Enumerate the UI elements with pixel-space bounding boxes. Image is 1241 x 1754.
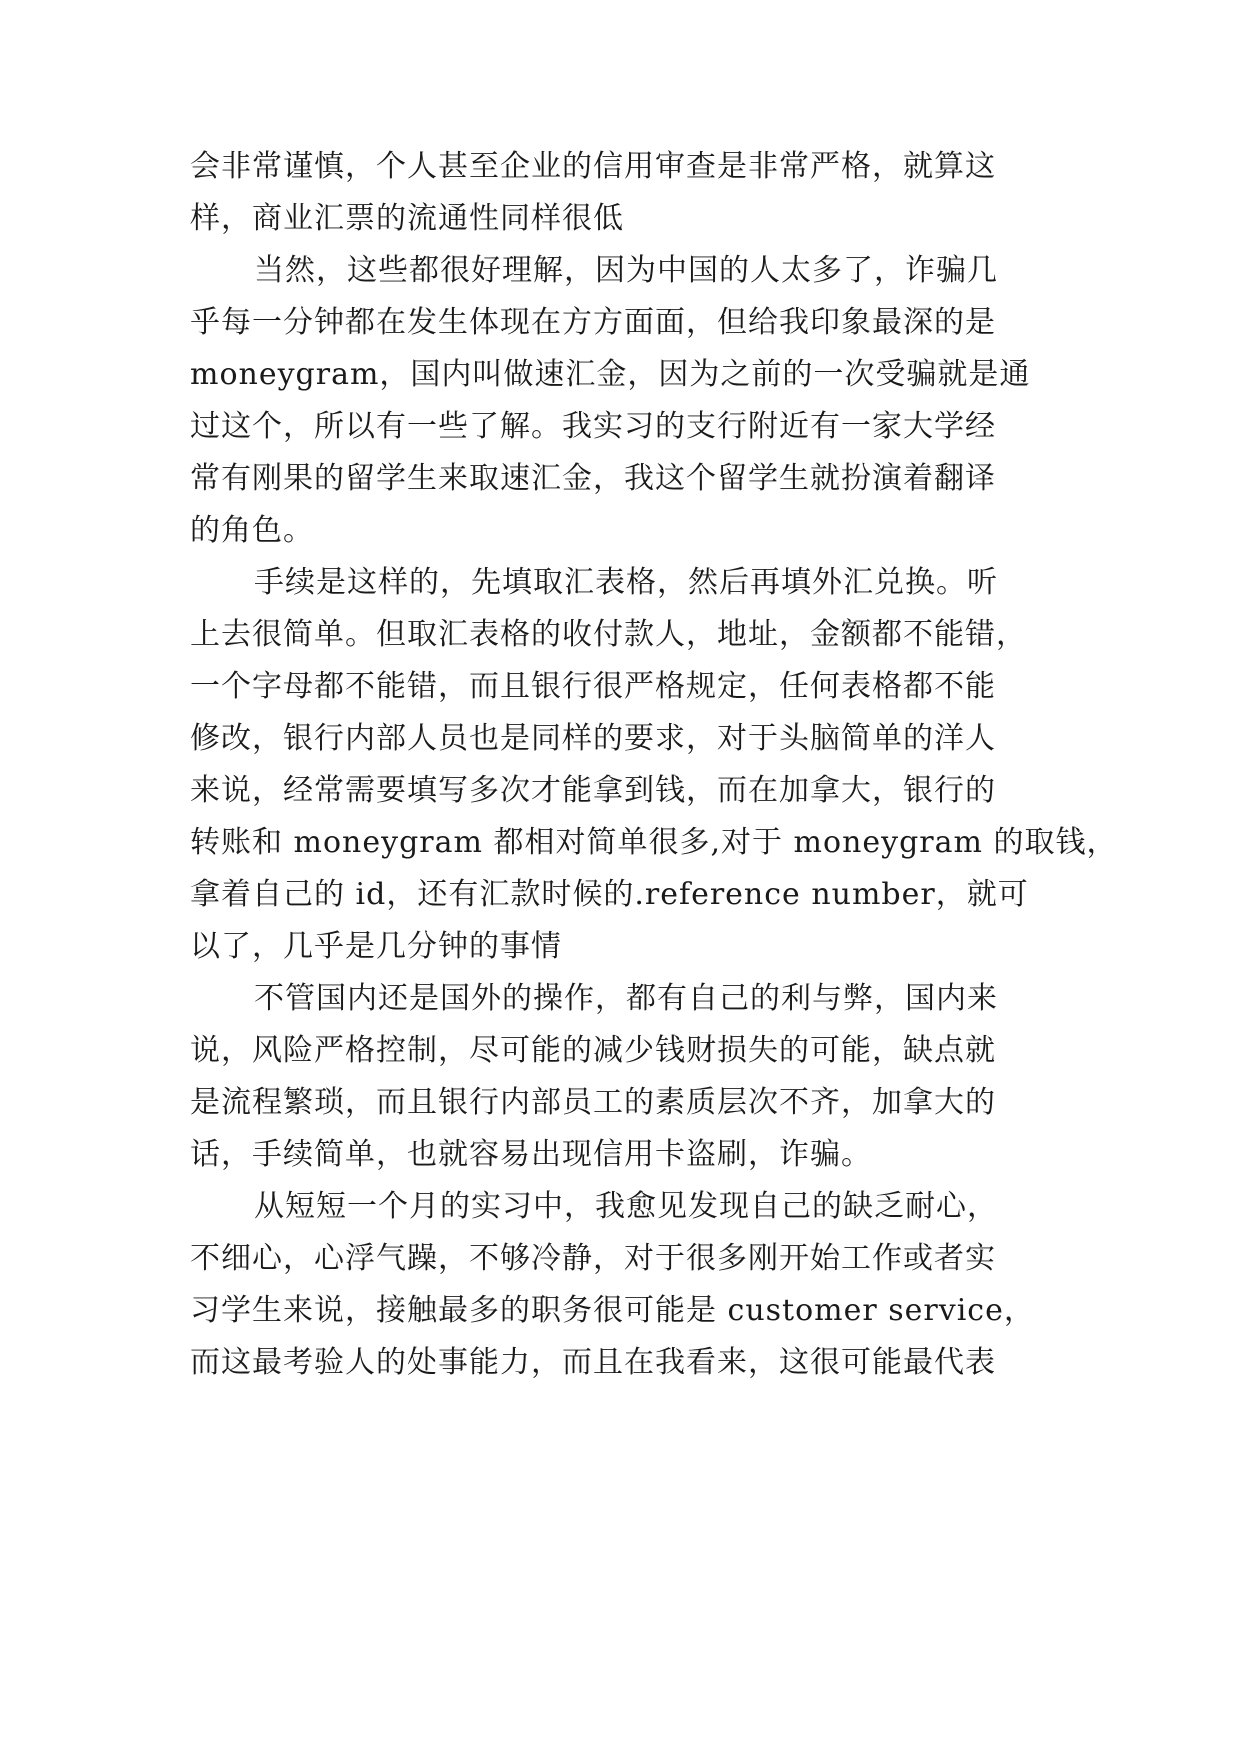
text-line: 习学生来说，接触最多的职务很可能是 customer service， [190,1293,1035,1328]
text-line: 不细心，心浮气躁，不够冷静，对于很多刚开始工作或者实 [190,1241,996,1276]
text-line: 来说，经常需要填写多次才能拿到钱，而在加拿大，银行的 [190,773,996,808]
text-line: 会非常谨慎，个人甚至企业的信用审查是非常严格，就算这 [190,149,996,184]
text-line: 乎每一分钟都在发生体现在方方面面，但给我印象最深的是 [190,305,996,340]
text-line: 一个字母都不能错，而且银行很严格规定，任何表格都不能 [190,669,996,704]
text-line: 过这个，所以有一些了解。我实习的支行附近有一家大学经 [190,409,996,444]
text-line: 的角色。 [190,513,314,548]
text-line: 修改，银行内部人员也是同样的要求，对于头脑简单的洋人 [190,721,996,756]
text-line: 样，商业汇票的流通性同样很低 [190,201,624,236]
text-line: 是流程繁琐，而且银行内部员工的素质层次不齐，加拿大的 [190,1085,996,1120]
text-line: 上去很简单。但取汇表格的收付款人，地址，金额都不能错， [190,617,1027,652]
text-line: moneygram，国内叫做速汇金，因为之前的一次受骗就是通 [190,357,1031,392]
paragraph-start-line: 手续是这样的，先填取汇表格，然后再填外汇兑换。听 [254,565,998,600]
paragraph-start-line: 不管国内还是国外的操作，都有自己的利与弊，国内来 [254,981,998,1016]
text-line: 话，手续简单，也就容易出现信用卡盗刷，诈骗。 [190,1137,872,1172]
text-line: 说，风险严格控制，尽可能的减少钱财损失的可能，缺点就 [190,1033,996,1068]
paragraph-start-line: 当然，这些都很好理解，因为中国的人太多了，诈骗几 [254,253,998,288]
text-line: 而这最考验人的处事能力，而且在我看来，这很可能最代表 [190,1345,996,1380]
paragraph-start-line: 从短短一个月的实习中，我愈见发现自己的缺乏耐心， [254,1189,998,1224]
text-line: 拿着自己的 id，还有汇款时候的.reference number，就可 [190,877,1029,912]
text-line: 转账和 moneygram 都相对简单很多,对于 moneygram 的取钱， [190,825,1118,860]
text-line: 常有刚果的留学生来取速汇金，我这个留学生就扮演着翻译 [190,461,996,496]
text-line: 以了，几乎是几分钟的事情 [190,929,562,964]
